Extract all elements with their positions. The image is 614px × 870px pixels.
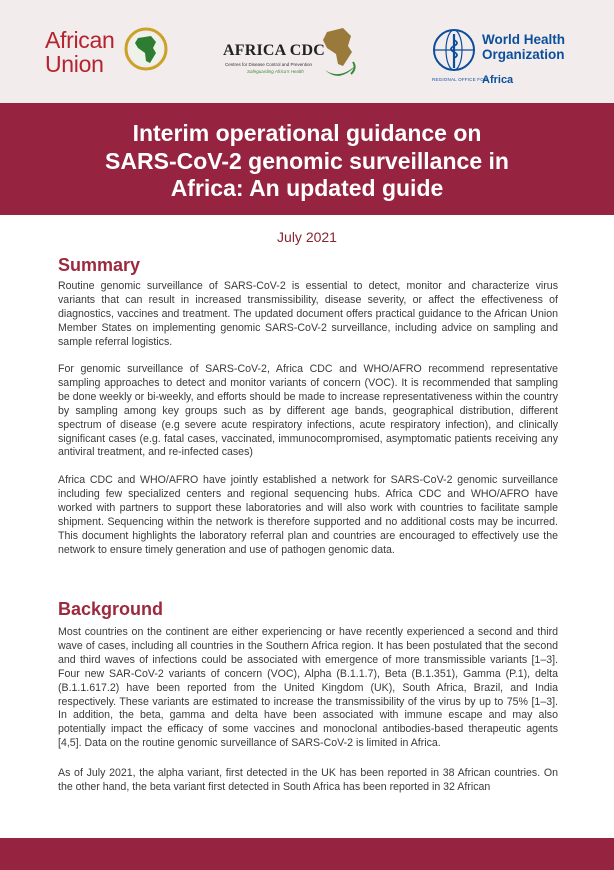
logo-bar (0, 0, 614, 103)
summary-heading: Summary (58, 255, 141, 275)
africa-cdc-logo (223, 20, 363, 86)
document-title-line2: SARS-CoV-2 genomic surveillance in (105, 147, 509, 174)
publication-date: July 2021 (277, 229, 337, 245)
document-title-line1: Interim operational guidance on (132, 120, 482, 146)
summary-paragraph-3: Africa CDC and WHO/AFRO have jointly established a network for SARS-CoV-2 genomic surveillance including few specialized centers and regional sequencing hubs. Africa CDC and WHO/AFRO have worked with partners to support these laboratories and will also work with countries to facilitate sample shipment. Sequencing within the network is therefore supported and no additional costs may be incurred. This document highlights the laboratory referral plan and countries are encouraged to effectively use the network to ensure timely generation and use of pathogen genomic data. (58, 474, 558, 556)
who-afro-logo (430, 26, 570, 86)
document-title-line3: Africa: An updated guide (170, 175, 444, 201)
who-emblem-icon (430, 26, 478, 74)
document-title (30, 120, 584, 203)
africa-cdc-logo-title: AFRICA CDC (223, 42, 325, 59)
who-logo-text-line2: Organization (482, 47, 565, 62)
footer-band (0, 838, 614, 870)
who-logo-africa: Africa (482, 74, 514, 86)
background-paragraph-2: As of July 2021, the alpha variant, first detected in the UK has been reported in 38 African countries. On the other hand, the beta variant first detected in South Africa has been reported in 32 African (58, 767, 558, 793)
summary-paragraph-1: Routine genomic surveillance of SARS-CoV-2 is essential to detect, monitor and characterize virus variants that can result in increased transmissibility, disease severity, or affect the effectiveness of diagnostics, vaccines and treatment. The updated document offers practical guidance to the African Union Member States on implementing genomic SARS-CoV-2 surveillance, including advice on sampling and sample referral logistics. (58, 280, 558, 348)
title-band (0, 103, 614, 215)
summary-paragraph-2: For genomic surveillance of SARS-CoV-2, Africa CDC and WHO/AFRO recommend representative sampling approaches to detect and monitor variants of concern (VOC). It is recommended that sampling be done weekly or bi-weekly, and efforts should be made to increase representativeness within the country by sampling among key groups such as by different age bands, geographical distribution, different spectrum of disease (e.g severe acute respiratory infections, acute respiratory infection), and clinically significant cases (e.g. fatal cases, vaccinated, immunocompromised, asymptomatic patients receiving any antiviral treatment, and re-infected cases) (58, 363, 558, 459)
african-union-logo (45, 24, 175, 84)
africa-cdc-map-icon (319, 22, 359, 80)
background-heading: Background (58, 599, 164, 619)
background-paragraph-1: Most countries on the continent are either experiencing or have recently experienced a second and third wave of cases, including all countries in the Southern Africa region. It has been postulated that the second and third waves of infections could be associated with emergence of more transmissible variants [1–3]. Four new SAR-CoV-2 variants of concern (VOC), Alpha (B.1.1.7), Beta (B.1.351), Gamma (P.1), delta (B.1.1.617.2) have been reported from the United Kingdom (UK), South Africa, Brazil, and India respectively. These variants are estimated to increase the transmissibility of the virus by up to 75% [1–3]. In addition, the beta, gamma and delta have been associated with immune escape and may also potentially impact the efficacy of some vaccines and monoclonal antibodies-based therapeutic agents [4,5]. Data on the routine genomic surveillance of SARS-CoV-2 is limited in Africa. (58, 626, 558, 750)
african-union-logo-text: African Union (45, 27, 115, 77)
africa-cdc-logo-tagline: Safeguarding Africa's Health (247, 69, 304, 74)
africa-cdc-logo-subtitle: Centres for Disease Control and Prevention (225, 62, 313, 67)
who-logo-region: REGIONAL OFFICE FOR (432, 77, 488, 82)
africa-map-icon (123, 26, 169, 72)
who-logo-text (482, 32, 565, 62)
who-logo-text-line1: World Health (482, 32, 566, 47)
